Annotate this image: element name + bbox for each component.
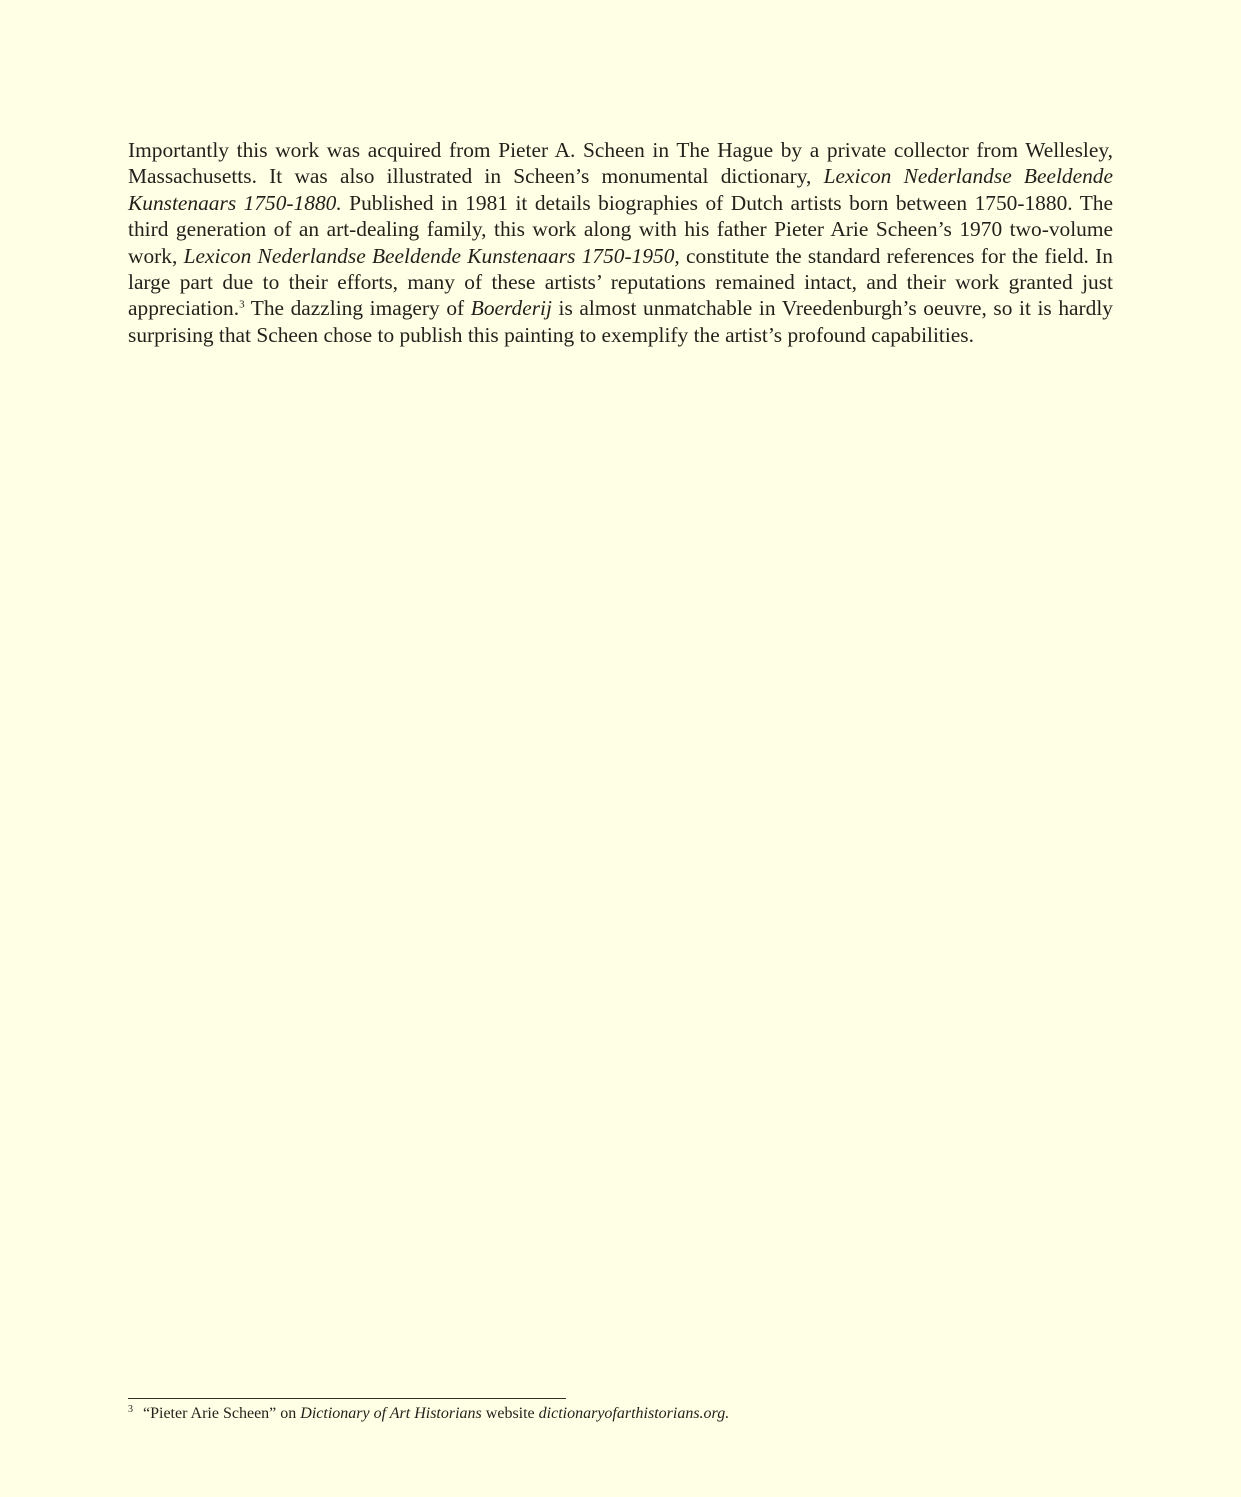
book-title-lexicon-1750-1880: Lexicon Nederlandse Beeldende Kunstenaars 1750-1880. [128,164,1113,215]
painting-title-boerderij: Boerderij [470,296,552,321]
book-title-lexicon-1750-1950: Lexicon Nederlandse Beeldende Kunstenaars 1750-1950, [183,243,680,268]
body-text-segment: Published in 1981 it details biographies of Dutch artists born between 1750-1880. The third generation of an art-dealing family, this work along with his father Pieter Arie Scheen’s 1970 two-volume work, [128,190,1113,268]
body-text-segment: Importantly this work was acquired from Pieter A. Scheen in The Hague by a private collector from Wellesley, Massachusetts. It was also illustrated in Scheen’s monumental dictionary, [128,138,1113,189]
body-text-segment: is almost unmatchable in Vreedenburgh’s oeuvre, so it is hardly surprising that Scheen chose to publish this painting to exemplify the artist’s profound capabilities. [128,296,1113,347]
footnote-reference: 3 [239,298,245,311]
body-paragraph [128,137,1113,348]
footnote-text: “Pieter Arie Scheen” on [143,1405,301,1422]
footnote-divider [128,1398,566,1399]
footnote-marker: 3 [128,1404,133,1415]
footnote [128,1404,1028,1424]
footnote-text: website [481,1405,539,1422]
footnote-website: dictionaryofarthistorians.org. [538,1405,730,1422]
body-text-segment: constitute the standard references for the field. In large part due to their efforts, many of these artists’ reputations remained intact, and their work granted just appreciation. [128,243,1113,321]
body-text-segment: The dazzling imagery of [244,296,471,321]
footnote-source-title: Dictionary of Art Historians [300,1405,482,1422]
